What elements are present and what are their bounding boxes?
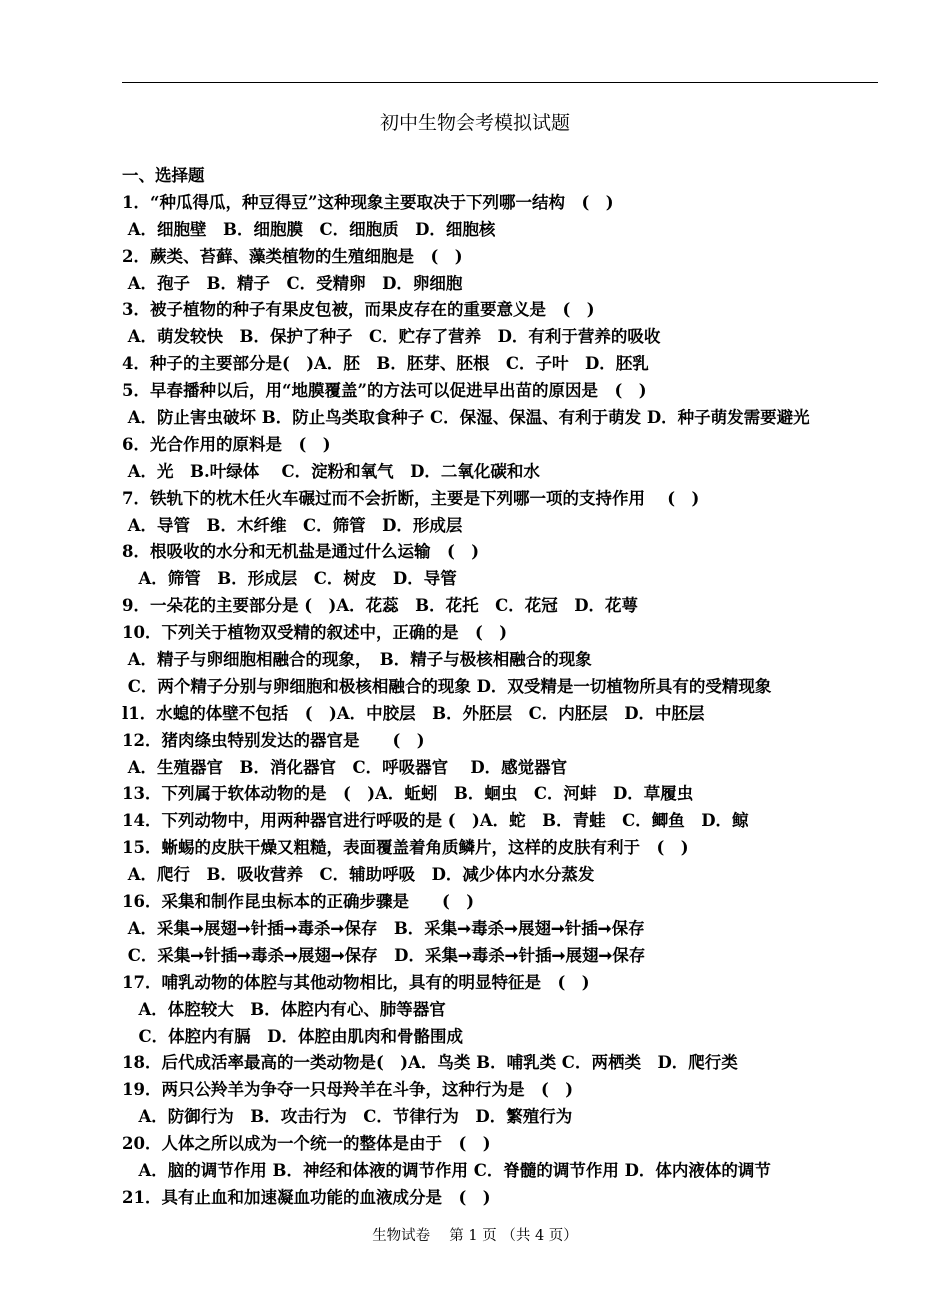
exam-body [122, 163, 892, 1212]
question-20: 20．人体之所以成为一个统一的整体是由于 ( ) [122, 1134, 491, 1154]
question-17-options-ab: A．体腔较大 B．体腔内有心、肺等器官 [122, 999, 446, 1019]
page-title: 初中生物会考模拟试题 [379, 112, 570, 134]
question-3-options: A．萌发较快 B．保护了种子 C．贮存了营养 D．有利于营养的吸收 [122, 327, 661, 347]
question-14: 14．下列动物中，用两种器官进行呼吸的是 ( )A．蛇 B．青蛙 C．鲫鱼 D．鲸 [122, 811, 749, 831]
question-16: 16．采集和制作昆虫标本的正确步骤是 ( ) [122, 892, 475, 912]
question-12-options: A．生殖器官 B．消化器官 C．呼吸器官 D．感觉器官 [122, 757, 568, 777]
question-15: 15．蜥蜴的皮肤干燥又粗糙，表面覆盖着角质鳞片，这样的皮肤有利于 ( ) [122, 838, 689, 858]
question-17-options-cd: C．体腔内有膈 D．体腔由肌肉和骨骼围成 [122, 1026, 463, 1046]
question-6: 6．光合作用的原料是 ( ) [122, 434, 331, 454]
question-8-options: A．筛管 B．形成层 C．树皮 D．导管 [122, 569, 457, 589]
question-1: 1．“种瓜得瓜，种豆得豆”这种现象主要取决于下列哪一结构 ( ) [122, 192, 614, 212]
question-3: 3．被子植物的种子有果皮包被，而果皮存在的重要意义是 ( ) [122, 300, 595, 320]
question-2-options: A．孢子 B．精子 C．受精卵 D．卵细胞 [122, 273, 463, 293]
question-8: 8．根吸收的水分和无机盐是通过什么运输 ( ) [122, 542, 480, 562]
question-9: 9．一朵花的主要部分是 ( )A．花蕊 B．花托 C．花冠 D．花萼 [122, 596, 639, 616]
question-19-options: A．防御行为 B．攻击行为 C．节律行为 D．繁殖行为 [122, 1107, 573, 1127]
question-6-options: A．光 B.叶绿体 C．淀粉和氧气 D．二氧化碳和水 [122, 461, 540, 481]
question-13: 13．下列属于软体动物的是 ( )A．蚯蚓 B．蛔虫 C．河蚌 D．草履虫 [122, 784, 694, 804]
question-16-options-cd: C．采集➞针插➞毒杀➞展翅➞保存 D．采集➞毒杀➞针插➞展翅➞保存 [122, 945, 646, 965]
question-5-options: A．防止害虫破坏 B．防止鸟类取食种子 C．保湿、保温、有利于萌发 D．种子萌发需要避光 [122, 408, 810, 428]
question-17: 17．哺乳动物的体腔与其他动物相比，具有的明显特征是 ( ) [122, 972, 590, 992]
question-12: 12．猪肉绦虫特别发达的器官是 ( ) [122, 730, 425, 750]
question-2: 2．蕨类、苔藓、藻类植物的生殖细胞是 ( ) [122, 246, 463, 266]
question-5: 5．早春播种以后，用“地膜覆盖”的方法可以促进早出苗的原因是 ( ) [122, 381, 647, 401]
question-4: 4．种子的主要部分是( )A．胚 B．胚芽、胚根 C．子叶 D．胚乳 [122, 354, 649, 374]
question-7: 7．铁轨下的枕木任火车碾过而不会折断，主要是下列哪一项的支持作用 ( ) [122, 488, 700, 508]
question-16-options-ab: A．采集➞展翅➞针插➞毒杀➞保存 B．采集➞毒杀➞展翅➞针插➞保存 [122, 918, 645, 938]
question-20-options: A．脑的调节作用 B．神经和体液的调节作用 C．脊髓的调节作用 D．体内液体的调节 [122, 1160, 771, 1180]
section-heading: 一、选择题 [122, 166, 205, 185]
question-15-options: A．爬行 B．吸收营养 C．辅助呼吸 D．减少体内水分蒸发 [122, 865, 595, 885]
header-rule [122, 82, 878, 83]
question-18: 18．后代成活率最高的一类动物是( )A．鸟类 B．哺乳类 C．两栖类 D．爬行类 [122, 1053, 738, 1073]
page-footer: 生物试卷 第 1 页 （共 4 页） [372, 1228, 578, 1244]
question-1-options: A．细胞壁 B．细胞膜 C．细胞质 D．细胞核 [122, 219, 496, 239]
question-11: l1．水螅的体壁不包括 ( )A．中胶层 B．外胚层 C．内胚层 D．中胚层 [122, 703, 705, 723]
question-10: 10．下列关于植物双受精的叙述中，正确的是 ( ) [122, 623, 508, 643]
question-7-options: A．导管 B．木纤维 C．筛管 D．形成层 [122, 515, 463, 535]
question-21: 21．具有止血和加速凝血功能的血液成分是 ( ) [122, 1187, 491, 1207]
question-10-options-ab: A．精子与卵细胞相融合的现象， B．精子与极核相融合的现象 [122, 650, 592, 670]
question-10-options-cd: C．两个精子分别与卵细胞和极核相融合的现象 D．双受精是一切植物所具有的受精现象 [122, 676, 772, 696]
question-19: 19．两只公羚羊为争夺一只母羚羊在斗争，这种行为是 ( ) [122, 1080, 574, 1100]
